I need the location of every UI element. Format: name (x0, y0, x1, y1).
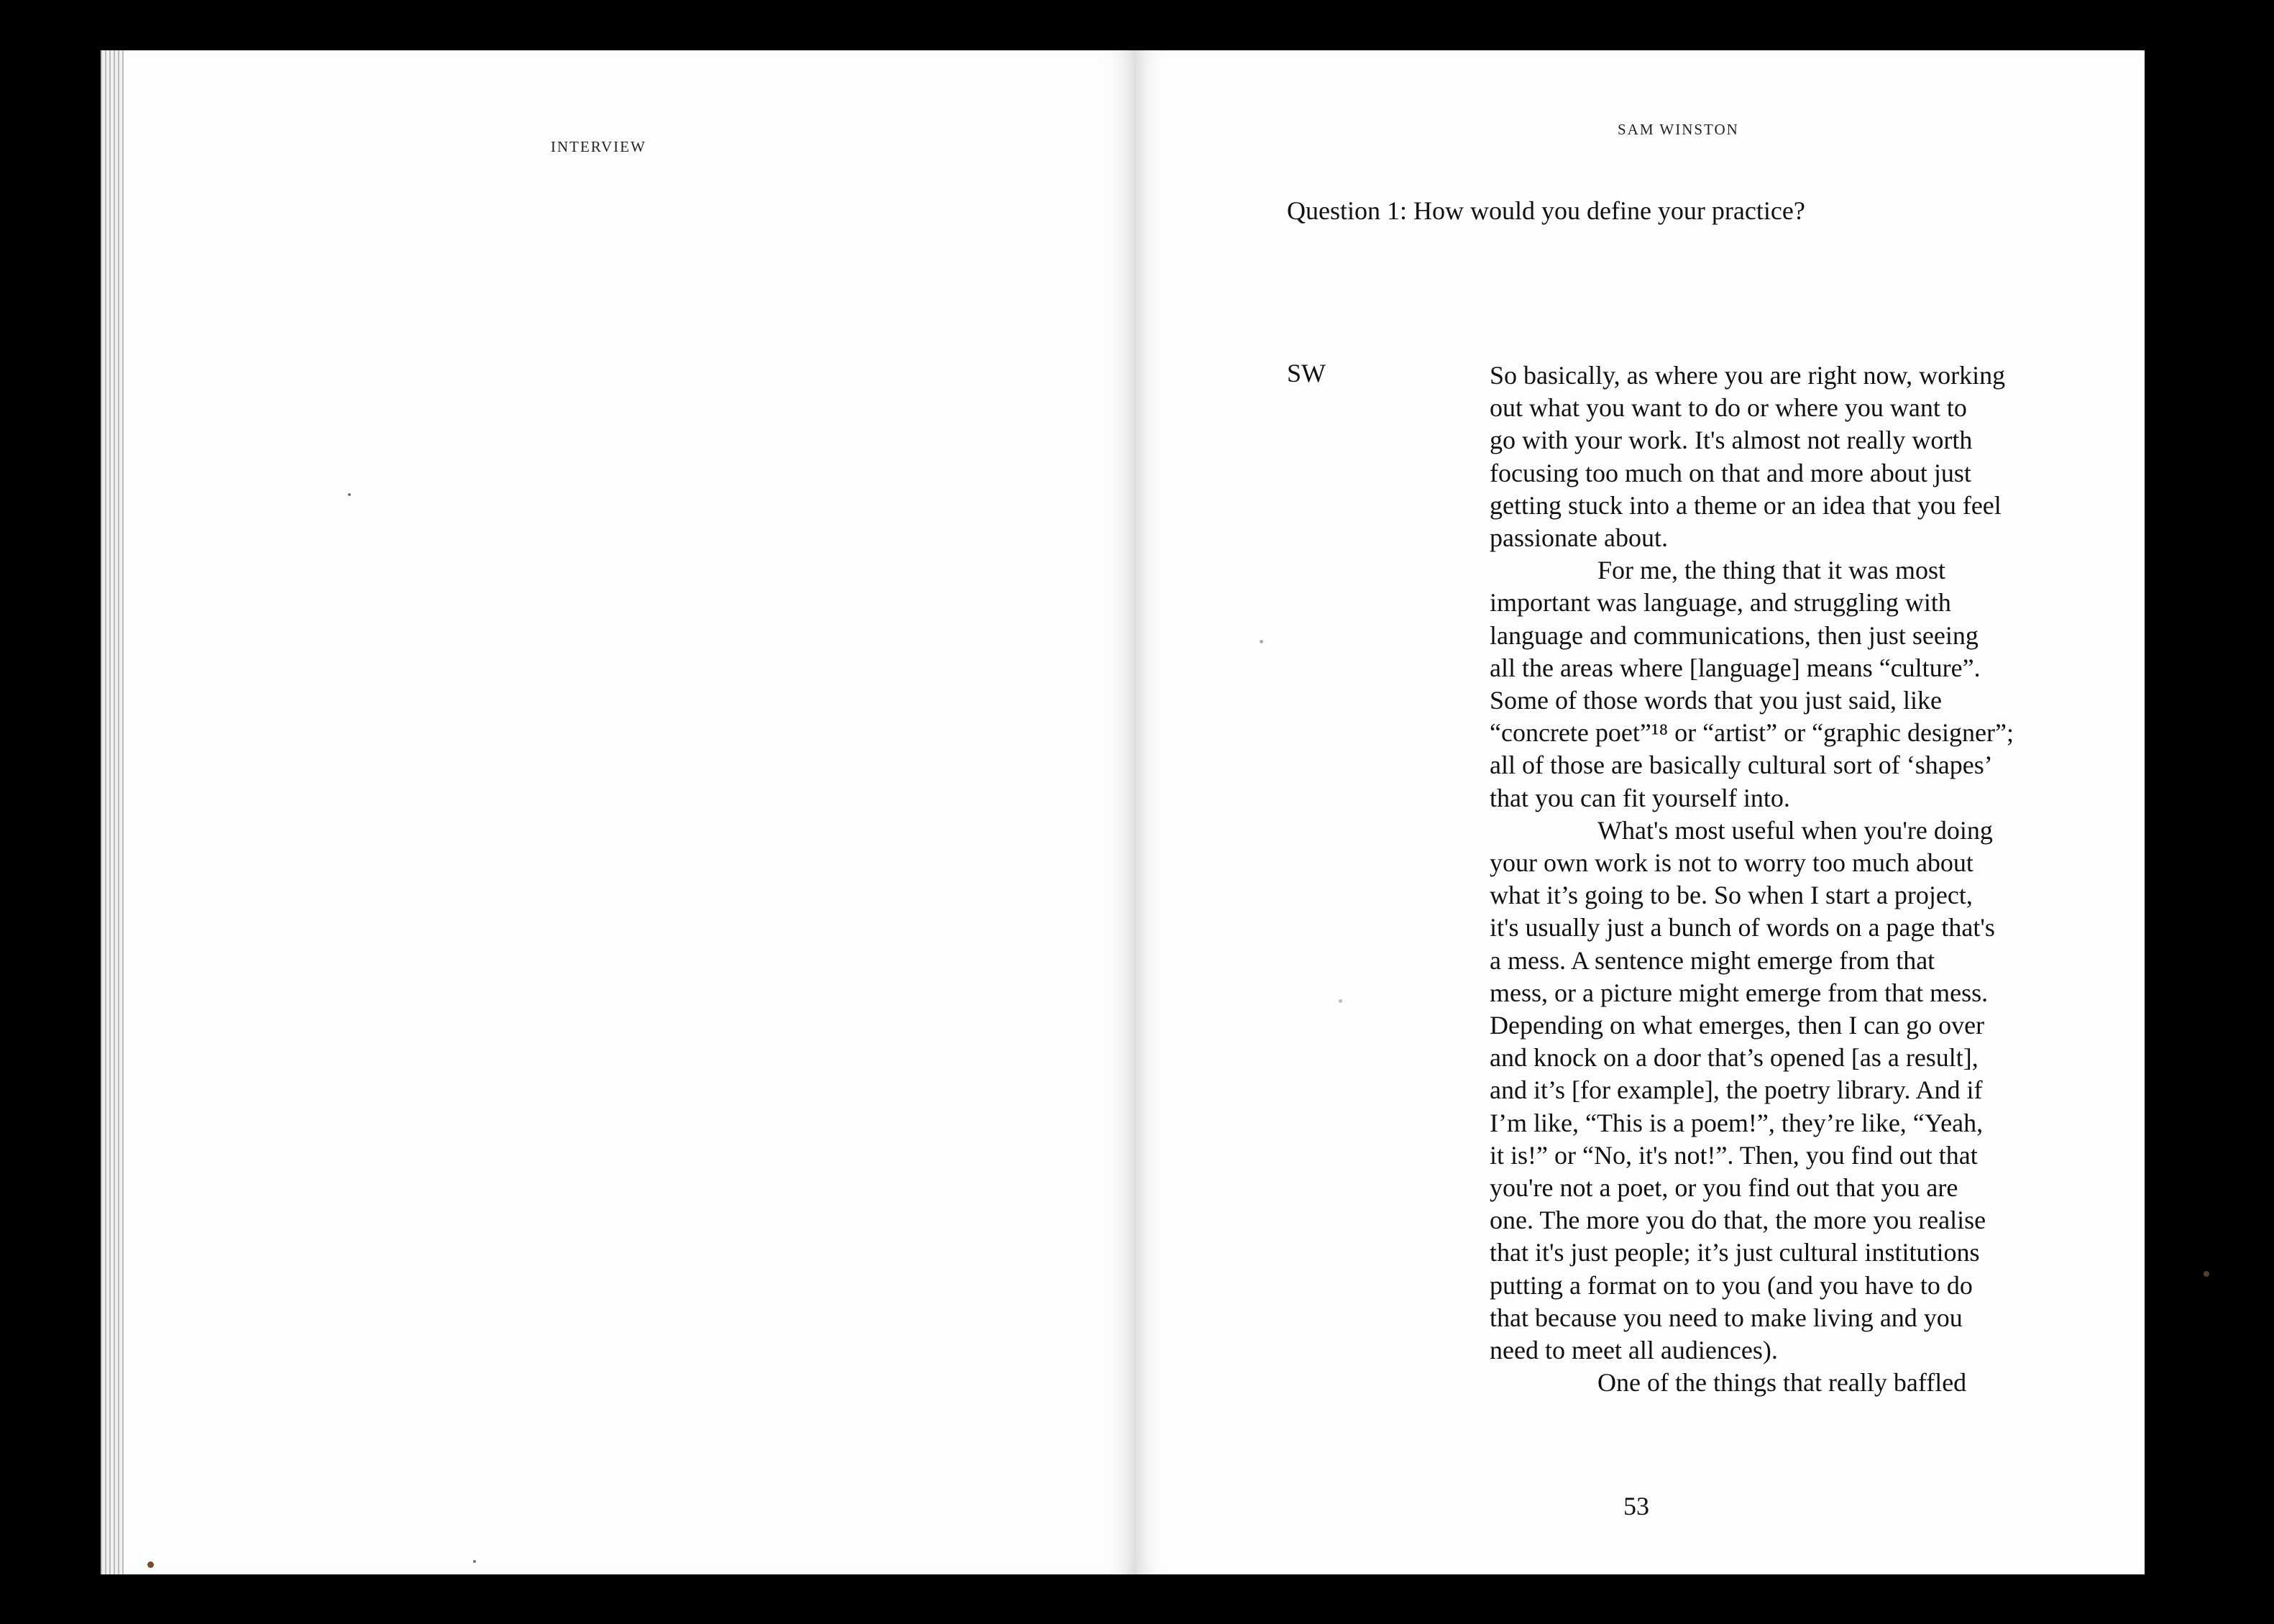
dust-speck (1339, 999, 1342, 1003)
text-line: Depending on what emerges, then I can go over (1490, 1011, 1985, 1040)
text-line: mess, or a picture might emerge from that mess. (1490, 978, 1989, 1007)
dust-speck (147, 1561, 154, 1568)
text-line: I’m like, “This is a poem!”, they’re like, “Yeah, (1490, 1108, 1984, 1137)
text-line: all the areas where [language] means “culture”. (1490, 653, 1981, 682)
text-line: that it's just people; it’s just cultural institutions (1490, 1238, 1980, 1267)
dust-speck (1260, 640, 1263, 643)
text-line: Some of those words that you just said, like (1490, 686, 1942, 715)
text-line: language and communications, then just seeing (1490, 620, 1979, 650)
text-line: you're not a poet, or you find out that you are (1490, 1173, 1958, 1203)
text-line: a mess. A sentence might emerge from that (1490, 945, 1935, 975)
text-line: putting a format on to you (and you have to do (1490, 1270, 1973, 1300)
text-line: it's usually just a bunch of words on a page that's (1490, 913, 1995, 942)
page-number: 53 (1623, 1492, 1649, 1520)
text-line: your own work is not to worry too much about (1490, 848, 1973, 878)
text-line: out what you want to do or where you want to (1490, 393, 1967, 423)
text-line: go with your work. It's almost not really worth (1490, 426, 1973, 455)
text-line: getting stuck into a theme or an idea that you feel (1490, 490, 2002, 520)
paragraph (1490, 1367, 2079, 1399)
text-line: that you can fit yourself into. (1490, 783, 1790, 812)
text-line: and it’s [for example], the poetry library. And if (1490, 1075, 1983, 1105)
dust-speck (2204, 1271, 2209, 1277)
paragraph (1490, 554, 2079, 815)
speaker-initials: SW (1287, 359, 1326, 387)
dust-speck (473, 1560, 476, 1563)
text-line: that because you need to make living and you (1490, 1303, 1963, 1332)
text-line: one. The more you do that, the more you realise (1490, 1206, 1986, 1235)
text-line: all of those are basically cultural sort of ‘shapes’ (1490, 751, 1993, 780)
interview-answer (1490, 359, 2079, 1400)
text-line: and knock on a door that’s opened [as a result], (1490, 1043, 1979, 1073)
dust-speck (348, 493, 351, 496)
left-page (124, 50, 1136, 1574)
text-line: For me, the thing that it was most (1597, 556, 1945, 585)
paragraph (1490, 815, 2079, 1367)
text-line: need to meet all audiences). (1490, 1336, 1778, 1365)
text-line: One of the things that really baffled (1597, 1368, 1967, 1398)
paragraph (1490, 359, 2079, 554)
text-line: it is!” or “No, it's not!”. Then, you find out that (1490, 1140, 1978, 1170)
question-heading: Question 1: How would you define your practice? (1287, 196, 1805, 225)
text-line: focusing too much on that and more about just (1490, 458, 1971, 487)
text-line: So basically, as where you are right now, working (1490, 361, 2006, 390)
text-line: What's most useful when you're doing (1597, 815, 1993, 845)
running-head-left: INTERVIEW (551, 138, 646, 155)
text-line: what it’s going to be. So when I start a project, (1490, 881, 1973, 910)
text-line: important was language, and struggling with (1490, 588, 1951, 618)
text-line: “concrete poet”¹⁸ or “artist” or “graphic designer”; (1490, 718, 2014, 748)
text-line: passionate about. (1490, 523, 1668, 553)
running-head-right: SAM WINSTON (1618, 121, 1739, 138)
